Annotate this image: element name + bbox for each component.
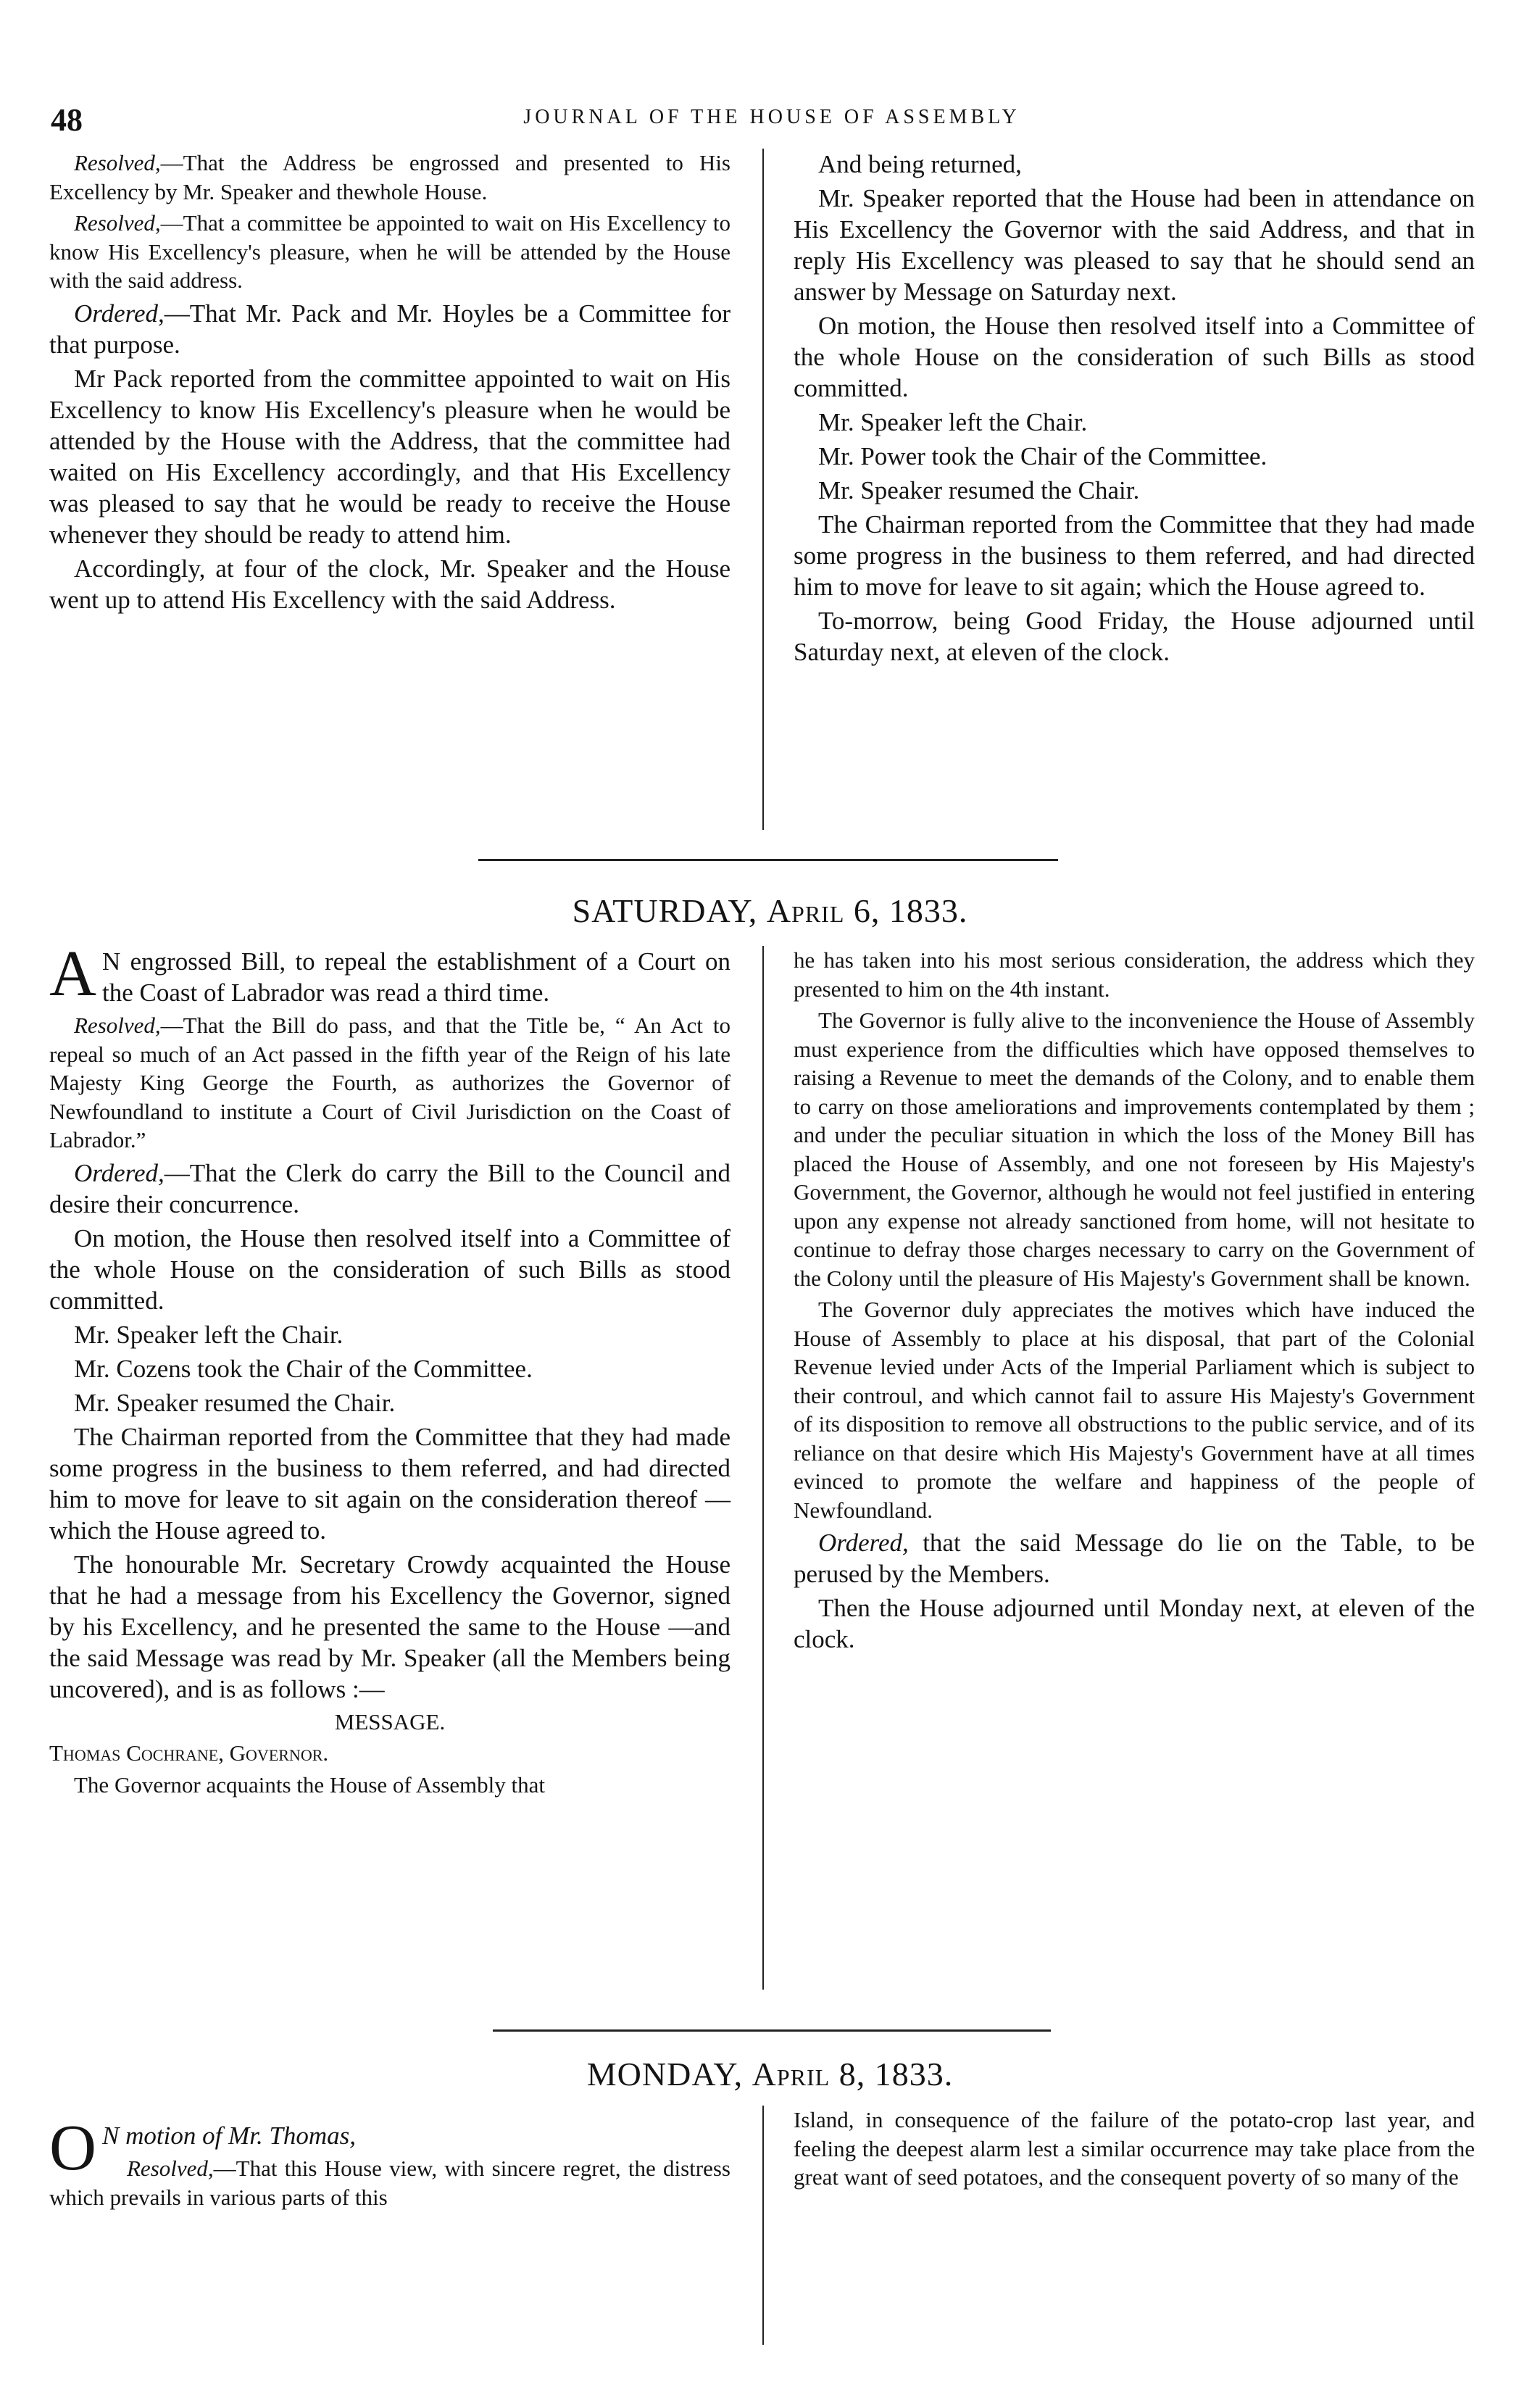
paragraph: Mr Pack reported from the committee appointed to wait on His Excellency to know His Excellency's pleasure when he would be attended by the House with the Address, that the committee had waited on His Excellency accordingly, and that His Excellency was pleased to say that he would be ready to receive the House whenever they should be ready to attend him. [49, 364, 731, 549]
page-number: 48 [51, 102, 83, 138]
paragraph: Accordingly, at four of the clock, Mr. Speaker and the House went up to attend His Excellency with the said Address. [49, 554, 731, 614]
paragraph: O N motion of Mr. Thomas, [49, 2112, 357, 2184]
paragraph: Mr. Speaker left the Chair. [74, 1320, 344, 1349]
paragraph: A N engrossed Bill, to repeal the establishment of a Court on the Coast of Labrador was read a third time. [49, 938, 731, 1010]
section3-left-column [49, 2112, 731, 2214]
paragraph: Resolved,—That a committee be appointed to wait on His Excellency to know His Excellency's pleasure, when he will be attended by the House with the said address. [49, 210, 731, 293]
column-divider [762, 2106, 764, 2345]
drop-cap: O [49, 2112, 96, 2184]
paragraph: On motion, the House then resolved itself into a Committee of the whole House on the consideration of such Bills as stood committed. [49, 1223, 731, 1315]
section2-right-column [794, 946, 1475, 1658]
paragraph: The Governor is fully alive to the inconvenience the House of Assembly must experience from the difficulties which have opposed themselves to raising a Revenue to meet the demands of the Colony, and to enable them to carry on those ameliorations and improvements contemplated by them ; and under the peculiar situation in which the loss of the Money Bill has placed the House of Assembly, and one not foreseen by His Majesty's Government, the Governor, although he would not feel justified in entering upon any expense not already sanctioned from home, will not hesitate to continue to defray those charges necessary to carry on the Government of the Colony until the pleasure of His Majesty's Government shall be known. [794, 1007, 1475, 1291]
paragraph: Mr. Speaker resumed the Chair. [818, 476, 1140, 504]
page-header [51, 101, 1493, 145]
paragraph: Resolved,—That this House view, with sincere regret, the distress which prevails in various parts of this [49, 2156, 731, 2210]
paragraph: Mr. Speaker left the Chair. [818, 408, 1088, 436]
signature: Thomas Cochrane, Governor. [49, 1740, 329, 1766]
paragraph: Ordered,—That the Clerk do carry the Bill to the Council and desire their concurrence. [49, 1158, 731, 1218]
paragraph: The Governor duly appreciates the motives which have induced the House of Assembly to place at his disposal, that part of the Colonial Revenue levied under Acts of the Imperial Parliament which is subject to their controul, and which cannot fail to assure His Majesty's Government of its disposition to remove all obstructions to the public service, and of its reliance on that desire which His Majesty's Government have at all times evinced to promote the welfare and happiness of the people of Newfoundland. [794, 1297, 1475, 1523]
paragraph: To-morrow, being Good Friday, the House adjourned until Saturday next, at eleven of the clock. [794, 607, 1475, 666]
date-heading-monday: MONDAY, April 8, 1833. [586, 2056, 954, 2093]
running-title: JOURNAL OF THE HOUSE OF ASSEMBLY [523, 106, 1020, 128]
column-divider [762, 946, 764, 1990]
drop-cap: A [49, 938, 96, 1010]
paragraph: Resolved,—That the Bill do pass, and that the Title be, “ An Act to repeal so much of an Act passed in the fifth year of the Reign of his late Majesty King George the Fourth, as authorizes the Governor of Newfoundland to institute a Court of Civil Jurisdiction on the Coast of Labrador.” [49, 1013, 731, 1152]
section1-left-column [49, 149, 731, 618]
paragraph: Mr. Speaker resumed the Chair. [74, 1388, 396, 1417]
message-title: MESSAGE. [334, 1708, 446, 1734]
paragraph: On motion, the House then resolved itself into a Committee of the whole House on the consideration of such Bills as stood committed. [794, 312, 1475, 402]
paragraph: The Governor acquaints the House of Assembly that [74, 1771, 545, 1798]
paragraph: Resolved,—That the Address be engrossed and presented to His Excellency by Mr. Speaker and thewhole House. [49, 150, 731, 204]
column-divider [762, 149, 764, 830]
section-divider [493, 2029, 1051, 2032]
paragraph: Mr. Power took the Chair of the Committee. [818, 442, 1268, 470]
paragraph: The Chairman reported from the Committee that they had made some progress in the business to them referred, and had directed him to move for leave to sit again on the consideration thereof —which the House agreed to. [49, 1422, 731, 1545]
paragraph: Mr. Speaker reported that the House had been in attendance on His Excellency the Governor with the said Address, and that in reply His Excellency was pleased to say that he should send an answer by Message on Saturday next. [794, 184, 1475, 306]
section3-right-column [794, 2106, 1475, 2195]
paragraph: Ordered, that the said Message do lie on the Table, to be perused by the Members. [794, 1529, 1475, 1588]
paragraph: Ordered,—That Mr. Pack and Mr. Hoyles be a Committee for that purpose. [49, 299, 731, 359]
paragraph: Island, in consequence of the failure of the potato-crop last year, and feeling the deepest alarm lest a similar occurrence may take place from the great want of seed potatoes, and the consequent poverty of so many of the [794, 2107, 1475, 2190]
paragraph: The honourable Mr. Secretary Crowdy acquainted the House that he had a message from his Excellency the Governor, signed by his Excellency, and he presented the same to the House —and the said Message was read by Mr. Speaker (all the Members being uncovered), and is as follows :— [49, 1550, 731, 1703]
paragraph: he has taken into his most serious consideration, the address which they presented to him on the 4th instant. [794, 947, 1475, 1002]
section2-left-column [49, 938, 731, 1802]
date-heading-saturday: SATURDAY, April 6, 1833. [572, 892, 968, 929]
section-divider [478, 859, 1058, 861]
paragraph: And being returned, [818, 150, 1022, 178]
paragraph: The Chairman reported from the Committee that they had made some progress in the business to them referred, and had directed him to move for leave to sit again; which the House agreed to. [794, 510, 1475, 601]
paragraph: Then the House adjourned until Monday next, at eleven of the clock. [794, 1594, 1475, 1653]
paragraph: Mr. Cozens took the Chair of the Committee. [74, 1354, 533, 1383]
section1-right-column [794, 149, 1475, 670]
